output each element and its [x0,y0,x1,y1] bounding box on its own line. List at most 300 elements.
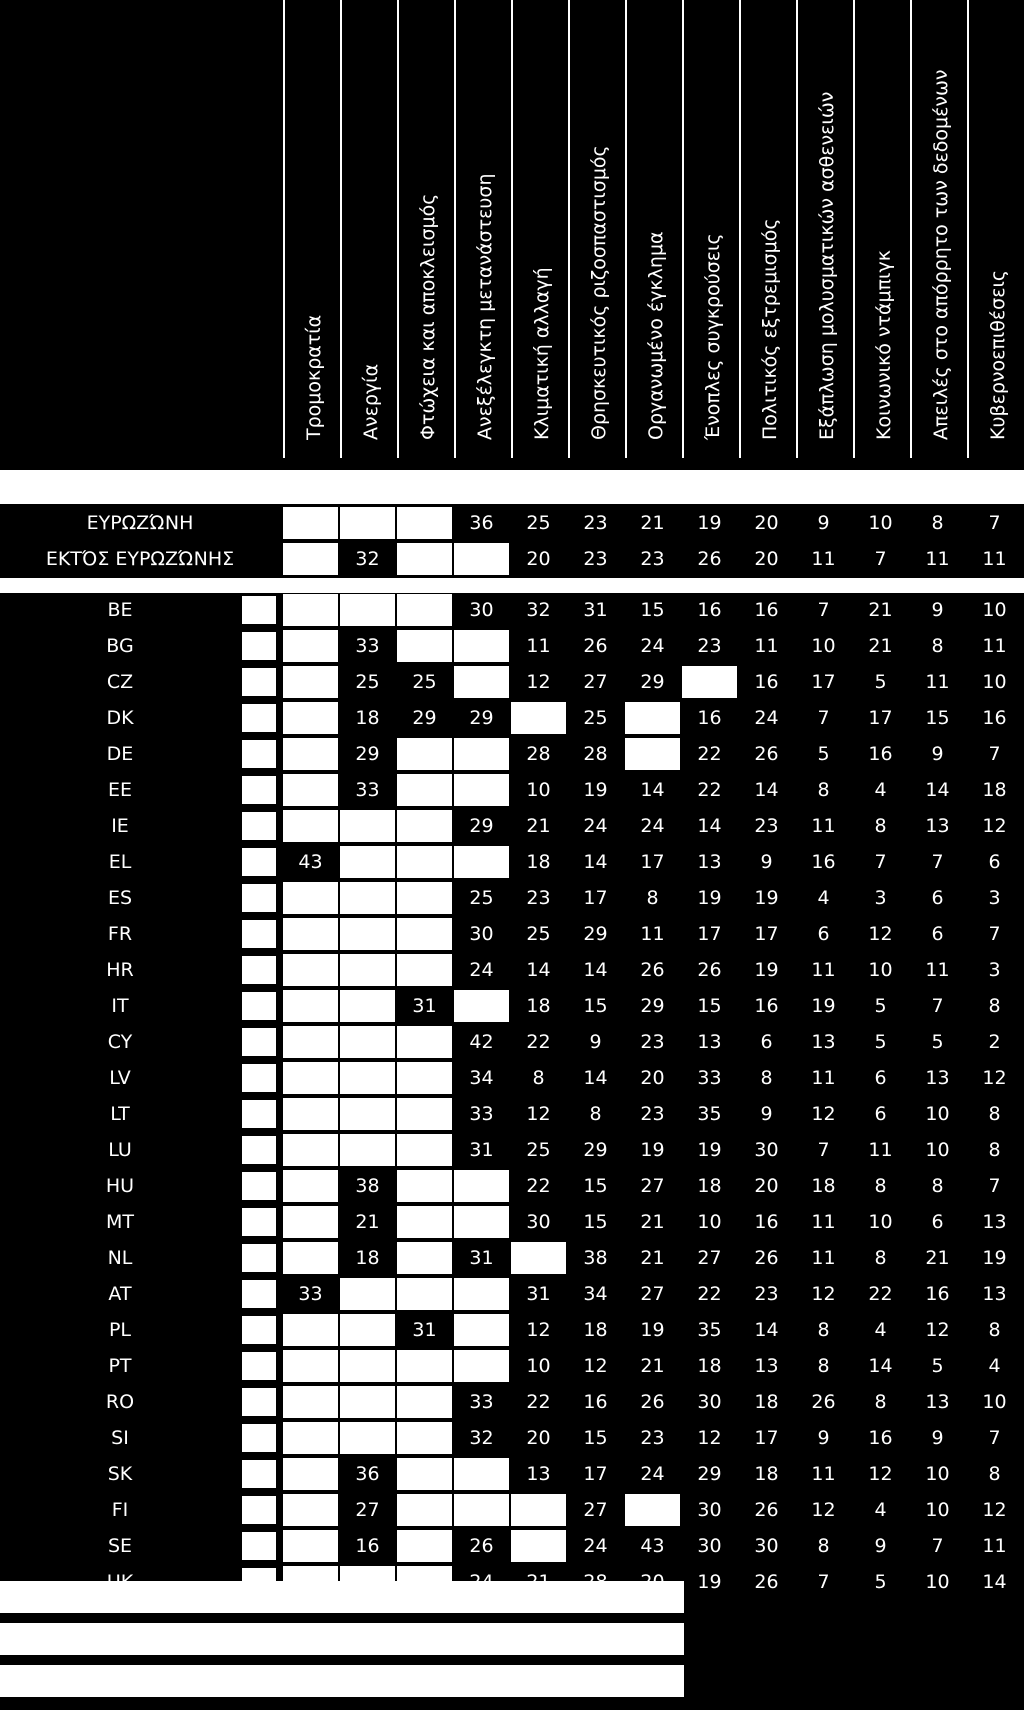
column-header [568,0,625,458]
value-cell: 15 [568,1206,623,1238]
value-cell: 29 [340,738,395,770]
row-label: SK [0,1458,240,1490]
value-cell: 13 [511,1458,566,1490]
value-cell: 11 [796,954,851,986]
value-cell: 33 [340,630,395,662]
value-cell: 30 [682,1494,737,1526]
value-cell: 7 [967,1422,1022,1454]
value-cell: 23 [739,810,794,842]
column-header [454,0,511,458]
value-cell: 18 [511,990,566,1022]
value-cell: 12 [682,1422,737,1454]
value-cell: 13 [910,1386,965,1418]
row-label: IE [0,810,240,842]
row-label: FR [0,918,240,950]
flag-box [240,1134,278,1166]
row-label: AT [0,1278,240,1310]
flag-box [240,1386,278,1418]
value-cell: 20 [739,543,794,575]
value-cell: 36 [454,507,509,539]
value-cell: 32 [511,594,566,626]
value-cell: 12 [568,1350,623,1382]
value-cell: 25 [511,1134,566,1166]
value-cell: 16 [853,1422,908,1454]
value-cell: 14 [568,846,623,878]
empty-cell [454,1278,509,1310]
value-cell: 12 [511,666,566,698]
empty-cell [397,882,452,914]
value-cell: 8 [568,1098,623,1130]
value-cell: 19 [625,1134,680,1166]
row-label: BG [0,630,240,662]
value-cell: 15 [625,594,680,626]
empty-cell [454,543,509,575]
value-cell: 19 [682,1566,737,1598]
empty-cell [397,918,452,950]
value-cell: 9 [568,1026,623,1058]
value-cell: 18 [739,1458,794,1490]
value-cell: 16 [739,1206,794,1238]
empty-cell [454,1494,509,1526]
row-label: DK [0,702,240,734]
value-cell: 22 [682,738,737,770]
empty-cell [397,1206,452,1238]
value-cell: 19 [682,882,737,914]
value-cell: 10 [967,1386,1022,1418]
row-label: EE [0,774,240,806]
value-cell: 10 [910,1098,965,1130]
empty-cell [340,1422,395,1454]
value-cell: 9 [910,738,965,770]
value-cell: 33 [454,1098,509,1130]
value-cell: 18 [967,774,1022,806]
column-header-label: Απειλές στο απόρρητο των δεδομένων [929,69,952,440]
value-cell: 16 [739,666,794,698]
empty-cell [511,1530,566,1562]
value-cell: 8 [853,1170,908,1202]
value-cell: 14 [511,954,566,986]
value-cell: 42 [454,1026,509,1058]
value-cell: 6 [910,1206,965,1238]
value-cell: 25 [568,702,623,734]
value-cell: 18 [511,846,566,878]
column-header [283,0,340,458]
value-cell: 13 [910,1062,965,1094]
value-cell: 8 [967,1098,1022,1130]
empty-cell [397,1386,452,1418]
value-cell: 9 [796,507,851,539]
value-cell: 6 [910,918,965,950]
value-cell: 10 [511,774,566,806]
value-cell: 26 [739,1242,794,1274]
value-cell: 17 [796,666,851,698]
value-cell: 10 [910,1566,965,1598]
empty-cell [340,882,395,914]
empty-cell [682,666,737,698]
value-cell: 19 [796,990,851,1022]
value-cell: 7 [967,918,1022,950]
empty-cell [397,846,452,878]
value-cell: 23 [625,543,680,575]
value-cell: 29 [568,918,623,950]
value-cell: 12 [853,1458,908,1490]
value-cell: 7 [796,1566,851,1598]
value-cell: 26 [739,1494,794,1526]
value-cell: 5 [853,666,908,698]
value-cell: 8 [853,1386,908,1418]
value-cell: 13 [739,1350,794,1382]
column-header-label: Εξάπλωση μολυσματικών ασθενειών [815,91,838,440]
value-cell: 14 [739,1314,794,1346]
value-cell: 9 [853,1530,908,1562]
empty-cell [454,666,509,698]
flag-box [240,810,278,842]
flag-box [240,774,278,806]
column-header [397,0,454,458]
value-cell: 20 [511,543,566,575]
empty-cell [283,543,338,575]
value-cell: 26 [796,1386,851,1418]
value-cell: 8 [853,1242,908,1274]
value-cell: 8 [796,1350,851,1382]
value-cell: 30 [739,1134,794,1166]
empty-cell [397,1530,452,1562]
empty-cell [283,954,338,986]
value-cell: 9 [910,594,965,626]
value-cell: 10 [511,1350,566,1382]
value-cell: 12 [511,1098,566,1130]
empty-cell [454,990,509,1022]
empty-cell [397,630,452,662]
empty-cell [283,1494,338,1526]
value-cell: 5 [910,1350,965,1382]
value-cell: 29 [454,810,509,842]
value-cell: 24 [625,630,680,662]
value-cell: 6 [853,1062,908,1094]
value-cell: 17 [568,1458,623,1490]
value-cell: 16 [682,702,737,734]
empty-cell [340,507,395,539]
value-cell: 10 [853,954,908,986]
value-cell: 8 [910,630,965,662]
value-cell: 34 [568,1278,623,1310]
value-cell: 22 [682,1278,737,1310]
flag-box [240,1278,278,1310]
flag-box [240,954,278,986]
value-cell: 27 [625,1278,680,1310]
value-cell: 19 [739,882,794,914]
value-cell: 12 [853,918,908,950]
value-cell: 21 [853,630,908,662]
value-cell: 11 [625,918,680,950]
value-cell: 11 [910,666,965,698]
empty-cell [283,507,338,539]
value-cell: 21 [910,1242,965,1274]
empty-cell [397,1026,452,1058]
value-cell: 10 [967,594,1022,626]
empty-cell [625,702,680,734]
value-cell: 26 [739,738,794,770]
value-cell: 26 [682,543,737,575]
value-cell: 33 [682,1062,737,1094]
value-cell: 28 [511,738,566,770]
value-cell: 22 [511,1170,566,1202]
value-cell: 10 [910,1494,965,1526]
footer-bar-1 [0,1581,684,1613]
value-cell: 15 [910,702,965,734]
empty-cell [340,990,395,1022]
empty-cell [511,1242,566,1274]
value-cell: 33 [454,1386,509,1418]
flag-box [240,1242,278,1274]
value-cell: 5 [853,1026,908,1058]
value-cell: 12 [796,1278,851,1310]
value-cell: 11 [796,543,851,575]
empty-cell [283,810,338,842]
value-cell: 8 [967,1314,1022,1346]
value-cell: 7 [796,594,851,626]
value-cell: 38 [568,1242,623,1274]
value-cell: 12 [511,1314,566,1346]
row-label: ΕΥΡΩΖΏΝΗ [0,507,280,539]
value-cell: 24 [568,1530,623,1562]
value-cell: 23 [625,1026,680,1058]
row-label: MT [0,1206,240,1238]
flag-box [240,1494,278,1526]
value-cell: 11 [967,543,1022,575]
flag-box [240,1350,278,1382]
column-header [910,0,967,458]
value-cell: 14 [739,774,794,806]
value-cell: 13 [910,810,965,842]
value-cell: 8 [625,882,680,914]
empty-cell [397,1350,452,1382]
empty-cell [397,1170,452,1202]
value-cell: 21 [625,507,680,539]
flag-box [240,630,278,662]
empty-cell [397,507,452,539]
value-cell: 25 [340,666,395,698]
empty-cell [283,1062,338,1094]
value-cell: 18 [682,1350,737,1382]
value-cell: 18 [796,1170,851,1202]
value-cell: 43 [625,1530,680,1562]
value-cell: 4 [853,1494,908,1526]
column-header-label: Κυβερνοεπιθέσεις [986,269,1009,440]
value-cell: 22 [511,1026,566,1058]
value-cell: 38 [340,1170,395,1202]
value-cell: 14 [910,774,965,806]
flag-box [240,1098,278,1130]
empty-cell [340,594,395,626]
column-header [853,0,910,458]
value-cell: 8 [796,1530,851,1562]
value-cell: 6 [853,1098,908,1130]
value-cell: 22 [511,1386,566,1418]
value-cell: 3 [967,882,1022,914]
value-cell: 7 [967,1170,1022,1202]
value-cell: 35 [682,1314,737,1346]
value-cell: 8 [910,1170,965,1202]
column-header [796,0,853,458]
empty-cell [397,954,452,986]
value-cell: 14 [625,774,680,806]
row-label: BE [0,594,240,626]
value-cell: 7 [910,990,965,1022]
value-cell: 8 [796,1314,851,1346]
value-cell: 20 [511,1422,566,1454]
empty-cell [283,1170,338,1202]
value-cell: 31 [454,1242,509,1274]
value-cell: 11 [910,543,965,575]
flag-box [240,1026,278,1058]
value-cell: 17 [625,846,680,878]
row-label: SE [0,1530,240,1562]
value-cell: 16 [796,846,851,878]
value-cell: 25 [511,507,566,539]
value-cell: 8 [739,1062,794,1094]
flag-box [240,846,278,878]
value-cell: 24 [625,1458,680,1490]
row-label: HR [0,954,240,986]
value-cell: 31 [511,1278,566,1310]
empty-cell [454,1350,509,1382]
empty-cell [340,918,395,950]
flag-box [240,738,278,770]
value-cell: 24 [454,954,509,986]
value-cell: 29 [625,666,680,698]
column-header [967,0,1024,458]
summary-separator [0,578,1024,593]
value-cell: 4 [853,774,908,806]
row-label: IT [0,990,240,1022]
row-label: PL [0,1314,240,1346]
empty-cell [454,738,509,770]
flag-box [240,1422,278,1454]
value-cell: 25 [454,882,509,914]
empty-cell [283,990,338,1022]
empty-cell [511,702,566,734]
value-cell: 25 [511,918,566,950]
value-cell: 16 [682,594,737,626]
footer-bar-2 [0,1623,684,1655]
value-cell: 22 [853,1278,908,1310]
value-cell: 20 [739,507,794,539]
value-cell: 29 [397,702,452,734]
value-cell: 17 [739,918,794,950]
value-cell: 26 [568,630,623,662]
empty-cell [397,1278,452,1310]
value-cell: 7 [910,1530,965,1562]
value-cell: 8 [967,990,1022,1022]
value-cell: 5 [910,1026,965,1058]
column-header-label: Ανεξέλεγκτη μετανάστευση [473,173,496,440]
flag-box [240,1314,278,1346]
empty-cell [283,594,338,626]
value-cell: 32 [340,543,395,575]
value-cell: 8 [796,774,851,806]
empty-cell [454,630,509,662]
empty-cell [454,1206,509,1238]
header-label-area [0,0,283,458]
value-cell: 13 [682,1026,737,1058]
value-cell: 11 [796,1458,851,1490]
column-header-label: Θρησκευτικός ριζοσπαστισμός [587,145,610,440]
value-cell: 10 [682,1206,737,1238]
value-cell: 23 [511,882,566,914]
value-cell: 31 [454,1134,509,1166]
empty-cell [283,1242,338,1274]
value-cell: 26 [739,1566,794,1598]
value-cell: 14 [682,810,737,842]
value-cell: 9 [739,1098,794,1130]
value-cell: 8 [967,1458,1022,1490]
flag-box [240,666,278,698]
value-cell: 11 [796,810,851,842]
value-cell: 16 [853,738,908,770]
value-cell: 5 [853,1566,908,1598]
value-cell: 16 [568,1386,623,1418]
value-cell: 16 [910,1278,965,1310]
value-cell: 30 [682,1530,737,1562]
column-header-label: Φτώχεια και αποκλεισμός [416,193,439,440]
value-cell: 5 [853,990,908,1022]
value-cell: 19 [682,1134,737,1166]
value-cell: 18 [340,702,395,734]
value-cell: 31 [397,1314,452,1346]
value-cell: 2 [967,1026,1022,1058]
value-cell: 8 [967,1134,1022,1166]
value-cell: 19 [625,1314,680,1346]
value-cell: 11 [967,1530,1022,1562]
value-cell: 31 [568,594,623,626]
column-header [682,0,739,458]
empty-cell [397,1062,452,1094]
value-cell: 36 [340,1458,395,1490]
flag-box [240,1170,278,1202]
column-header [739,0,796,458]
empty-cell [625,738,680,770]
value-cell: 23 [625,1098,680,1130]
row-label: ΕΚΤΌΣ ΕΥΡΩΖΏΝΗΣ [0,543,280,575]
value-cell: 13 [796,1026,851,1058]
value-cell: 26 [625,1386,680,1418]
value-cell: 16 [739,594,794,626]
value-cell: 8 [853,810,908,842]
row-label: ES [0,882,240,914]
value-cell: 17 [853,702,908,734]
value-cell: 27 [682,1242,737,1274]
flag-box [240,918,278,950]
empty-cell [397,1422,452,1454]
value-cell: 6 [967,846,1022,878]
value-cell: 12 [796,1494,851,1526]
value-cell: 18 [682,1170,737,1202]
empty-cell [340,1134,395,1166]
empty-cell [340,1350,395,1382]
empty-cell [397,594,452,626]
value-cell: 23 [682,630,737,662]
value-cell: 10 [796,630,851,662]
column-header [511,0,568,458]
value-cell: 30 [682,1386,737,1418]
flag-box [240,990,278,1022]
row-label: FI [0,1494,240,1526]
value-cell: 14 [568,954,623,986]
value-cell: 25 [397,666,452,698]
value-cell: 12 [967,1062,1022,1094]
empty-cell [340,1062,395,1094]
